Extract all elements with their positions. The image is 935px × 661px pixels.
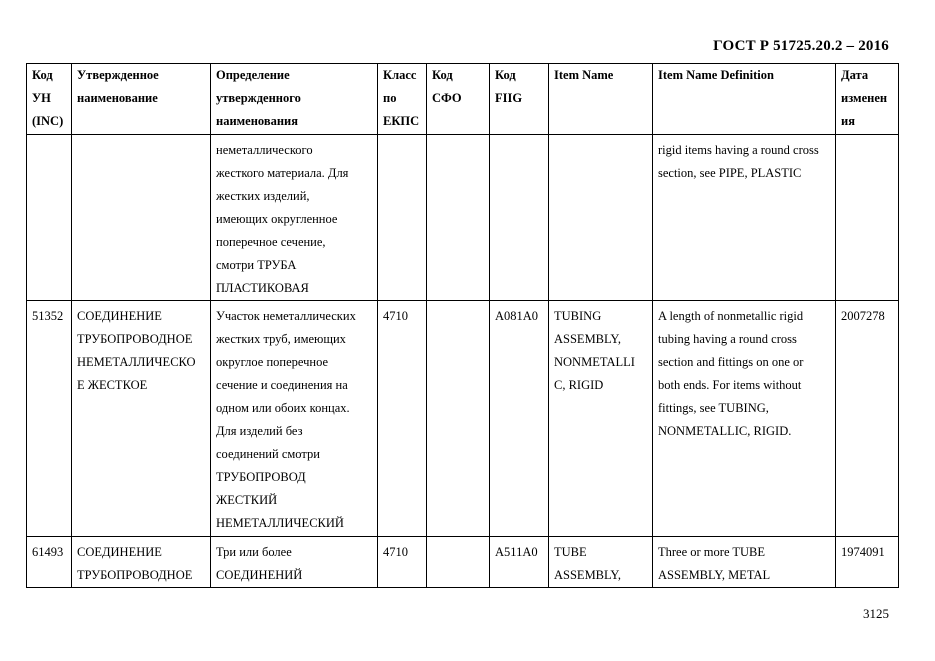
column-header-line: изменен (841, 91, 888, 105)
cell-text-line: округлое поперечное (216, 355, 329, 369)
cell-definition (211, 301, 378, 537)
item-names-table (26, 63, 899, 588)
column-header-approved-name (72, 64, 211, 135)
cell-text-line: fittings, see TUBING, (658, 401, 769, 415)
document-standard-number: ГОСТ Р 51725.20.2 – 2016 (713, 38, 889, 54)
table-header-row (27, 64, 899, 135)
cell-text-line: ASSEMBLY, (554, 568, 621, 582)
cell-text-line: сечение и соединения на (216, 378, 348, 392)
cell-text-line: жестких труб, имеющих (216, 332, 346, 346)
cell-text-line: одном или обоих концах. (216, 401, 350, 415)
column-header-line: Класс (383, 68, 417, 82)
column-header-line: УН (32, 91, 51, 105)
cell-text-line: Three or more TUBE (658, 545, 766, 559)
cell-item-name-definition (653, 135, 836, 301)
cell-text-line: Участок неметаллических (216, 309, 356, 323)
column-header-line: утвержденного (216, 91, 301, 105)
cell-text-line: tubing having a round cross (658, 332, 797, 346)
column-header-definition (211, 64, 378, 135)
cell-inc (27, 301, 72, 537)
cell-text-line: СОЕДИНЕНИЕ (77, 309, 162, 323)
cell-text-line: ЖЕСТКИЙ (216, 493, 278, 507)
cell-text-line: 61493 (32, 545, 64, 559)
cell-text-line: СОЕДИНЕНИЕ (77, 545, 162, 559)
cell-text-line: ТРУБОПРОВОДНОЕ (77, 332, 193, 346)
cell-text-line: 4710 (383, 545, 408, 559)
cell-fiig (490, 537, 549, 588)
cell-text-line: ПЛАСТИКОВАЯ (216, 281, 309, 295)
cell-date (836, 537, 899, 588)
column-header-date (836, 64, 899, 135)
cell-text-line: NONMETALLI (554, 355, 635, 369)
cell-text-line: ТРУБОПРОВОДНОЕ (77, 568, 193, 582)
column-header-line: СФО (432, 91, 462, 105)
cell-text-line: section, see PIPE, PLASTIC (658, 166, 802, 180)
column-header-line: по (383, 91, 397, 105)
cell-approved-name (72, 537, 211, 588)
cell-text-line: Для изделий без (216, 424, 303, 438)
cell-definition (211, 537, 378, 588)
cell-text-line: смотри ТРУБА (216, 258, 297, 272)
cell-item-name-definition (653, 301, 836, 537)
cell-approved-name (72, 135, 211, 301)
cell-item-name (549, 537, 653, 588)
cell-approved-name (72, 301, 211, 537)
column-header-line: Утвержденное (77, 68, 159, 82)
cell-text-line: имеющих округленное (216, 212, 338, 226)
column-header-line: Код (495, 68, 516, 82)
cell-text-line: 2007278 (841, 309, 885, 323)
cell-sfo (427, 301, 490, 537)
page-number: 3125 (863, 606, 889, 621)
cell-text-line: NONMETALLIC, RIGID. (658, 424, 792, 438)
cell-text-line: 1974091 (841, 545, 885, 559)
cell-date (836, 135, 899, 301)
cell-text-line: НЕМЕТАЛЛИЧЕСКИЙ (216, 516, 344, 530)
cell-text-line: ASSEMBLY, (554, 332, 621, 346)
column-header-line: Item Name (554, 68, 614, 82)
cell-item-name (549, 135, 653, 301)
column-header-line: Item Name Definition (658, 68, 774, 82)
cell-class (378, 537, 427, 588)
cell-text-line: жестких изделий, (216, 189, 310, 203)
cell-text-line: Е ЖЕСТКОЕ (77, 378, 148, 392)
cell-text-line: rigid items having a round cross (658, 143, 819, 157)
column-header-line: наименование (77, 91, 158, 105)
cell-definition (211, 135, 378, 301)
column-header-line: ЕКПС (383, 114, 420, 128)
column-header-line: Определение (216, 68, 290, 82)
cell-inc (27, 537, 72, 588)
cell-sfo (427, 537, 490, 588)
cell-text-line: section and fittings on one or (658, 355, 804, 369)
table-row (27, 135, 899, 301)
cell-text-line: СОЕДИНЕНИЙ (216, 568, 303, 582)
cell-item-name (549, 301, 653, 537)
cell-fiig (490, 135, 549, 301)
cell-text-line: соединений смотри (216, 447, 320, 461)
cell-class (378, 301, 427, 537)
column-header-line: Код (432, 68, 453, 82)
column-header-sfo (427, 64, 490, 135)
cell-text-line: both ends. For items without (658, 378, 802, 392)
cell-text-line: неметаллического (216, 143, 313, 157)
cell-text-line: A511A0 (495, 545, 538, 559)
column-header-line: Код (32, 68, 53, 82)
cell-text-line: ASSEMBLY, METAL (658, 568, 771, 582)
column-header-line: Дата (841, 68, 869, 82)
column-header-item-name-definition (653, 64, 836, 135)
cell-fiig (490, 301, 549, 537)
table-row (27, 537, 899, 588)
cell-text-line: A length of nonmetallic rigid (658, 309, 804, 323)
cell-text-line: Три или более (216, 545, 292, 559)
column-header-item-name (549, 64, 653, 135)
column-header-line: ия (841, 114, 855, 128)
cell-text-line: поперечное сечение, (216, 235, 326, 249)
column-header-line: (INC) (32, 114, 64, 128)
cell-class (378, 135, 427, 301)
cell-sfo (427, 135, 490, 301)
cell-item-name-definition (653, 537, 836, 588)
cell-text-line: жесткого материала. Для (216, 166, 349, 180)
cell-text-line: C, RIGID (554, 378, 604, 392)
column-header-class (378, 64, 427, 135)
cell-text-line: НЕМЕТАЛЛИЧЕСКО (77, 355, 196, 369)
column-header-line: FIIG (495, 91, 523, 105)
column-header-inc (27, 64, 72, 135)
column-header-fiig (490, 64, 549, 135)
cell-text-line: TUBE (554, 545, 587, 559)
cell-inc (27, 135, 72, 301)
cell-date (836, 301, 899, 537)
cell-text-line: ТРУБОПРОВОД (216, 470, 306, 484)
cell-text-line: 4710 (383, 309, 408, 323)
table-row (27, 301, 899, 537)
column-header-line: наименования (216, 114, 299, 128)
cell-text-line: A081A0 (495, 309, 539, 323)
cell-text-line: TUBING (554, 309, 602, 323)
cell-text-line: 51352 (32, 309, 64, 323)
